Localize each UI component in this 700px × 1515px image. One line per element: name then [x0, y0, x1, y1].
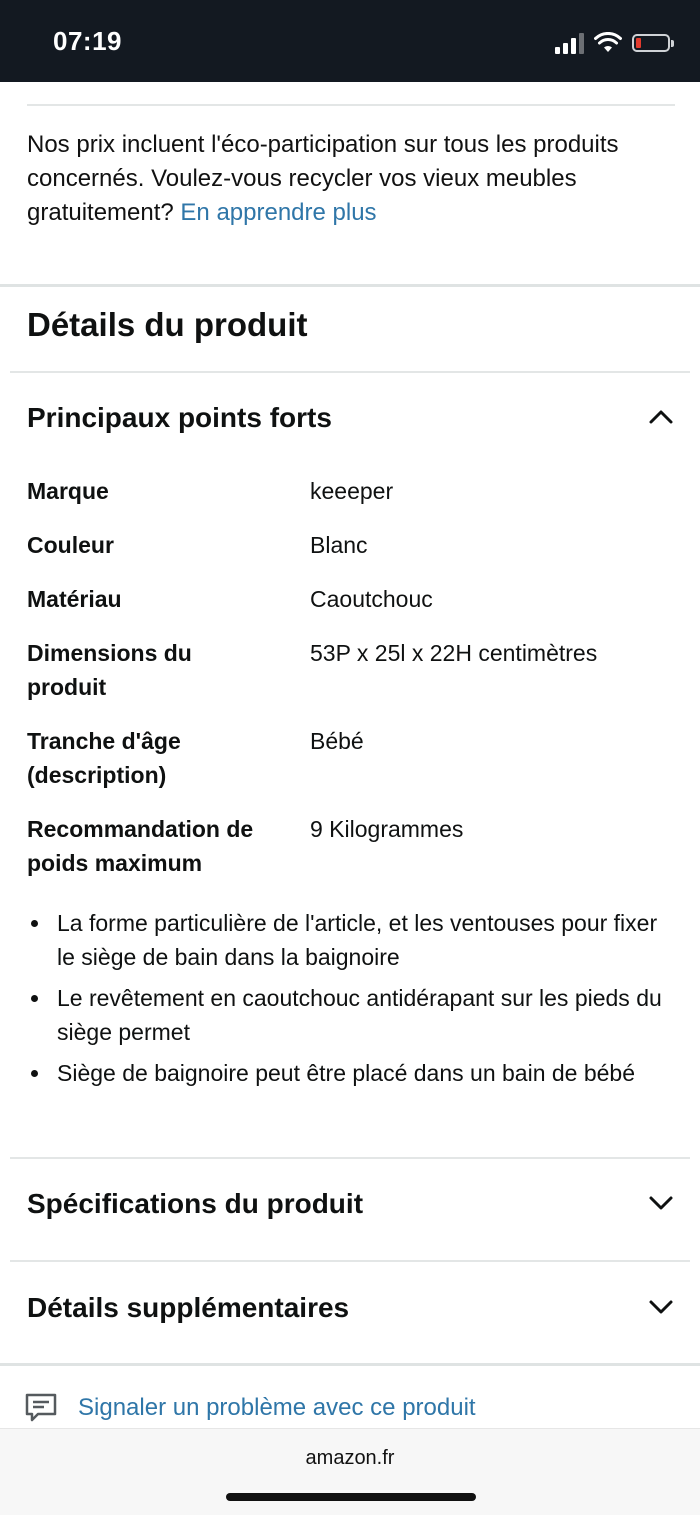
divider — [10, 1157, 690, 1159]
product-details-title: Détails du produit — [27, 306, 308, 343]
chevron-up-icon[interactable] — [648, 404, 674, 430]
divider — [10, 1260, 690, 1262]
spec-key-color: Couleur — [27, 532, 114, 558]
chevron-down-icon[interactable] — [648, 1294, 674, 1320]
section-divider — [0, 1363, 700, 1366]
spec-key-age-range: Tranche d'âge (description) — [27, 728, 181, 788]
chevron-down-icon[interactable] — [648, 1190, 674, 1216]
eco-participation-notice — [27, 128, 677, 230]
bullet-text: La forme particulière de l'article, et les ventouses pour fixer le siège de bain dans la baignoire — [57, 910, 658, 970]
spec-key-brand: Marque — [27, 478, 109, 504]
status-icons — [555, 28, 670, 58]
spec-value-color: Blanc — [310, 532, 368, 558]
divider — [27, 104, 675, 106]
home-indicator[interactable] — [226, 1493, 476, 1501]
spec-key-max-weight: Recommandation de poids maximum — [27, 816, 254, 876]
report-problem-link[interactable] — [24, 1392, 476, 1424]
bullet-dot — [31, 1070, 38, 1077]
divider — [10, 371, 690, 373]
cellular-signal-icon — [555, 32, 584, 54]
notice-text: Nos prix incluent l'éco-participation sur tous les produits concernés. Voulez-vous recycler vos vieux meubles gratuitement? — [27, 131, 619, 226]
spec-value-brand: keeeper — [310, 478, 394, 504]
spec-key-dimensions: Dimensions du produit — [27, 640, 192, 700]
status-bar — [0, 0, 700, 82]
bullet-text: Le revêtement en caoutchouc antidérapant sur les pieds du siège permet — [57, 985, 662, 1045]
spec-key-material: Matériau — [27, 586, 122, 612]
section-divider — [0, 284, 700, 287]
list-item — [27, 981, 677, 1049]
bullet-dot — [31, 995, 38, 1002]
list-item — [27, 1056, 677, 1090]
learn-more-link[interactable]: En apprendre plus — [180, 199, 377, 226]
highlights-header[interactable]: Principaux points forts — [27, 402, 332, 433]
bullet-text: Siège de baignoire peut être placé dans un bain de bébé — [57, 1060, 636, 1086]
report-problem-label: Signaler un problème avec ce produit — [78, 1394, 476, 1421]
spec-value-max-weight: 9 Kilogrammes — [310, 816, 464, 842]
battery-icon — [632, 34, 670, 52]
bullet-dot — [31, 920, 38, 927]
browser-domain[interactable]: amazon.fr — [305, 1447, 395, 1469]
spec-value-age-range: Bébé — [310, 728, 364, 754]
spec-value-material: Caoutchouc — [310, 586, 433, 612]
status-time: 07:19 — [53, 26, 122, 56]
specifications-header[interactable]: Spécifications du produit — [27, 1188, 364, 1219]
feature-bullet-list — [27, 906, 677, 1097]
additional-details-header[interactable]: Détails supplémentaires — [27, 1292, 350, 1323]
browser-bottom-bar — [0, 1428, 700, 1515]
feedback-icon — [24, 1392, 58, 1424]
list-item — [27, 906, 677, 974]
spec-value-dimensions: 53P x 25l x 22H centimètres — [310, 640, 598, 666]
wifi-icon — [594, 32, 622, 54]
